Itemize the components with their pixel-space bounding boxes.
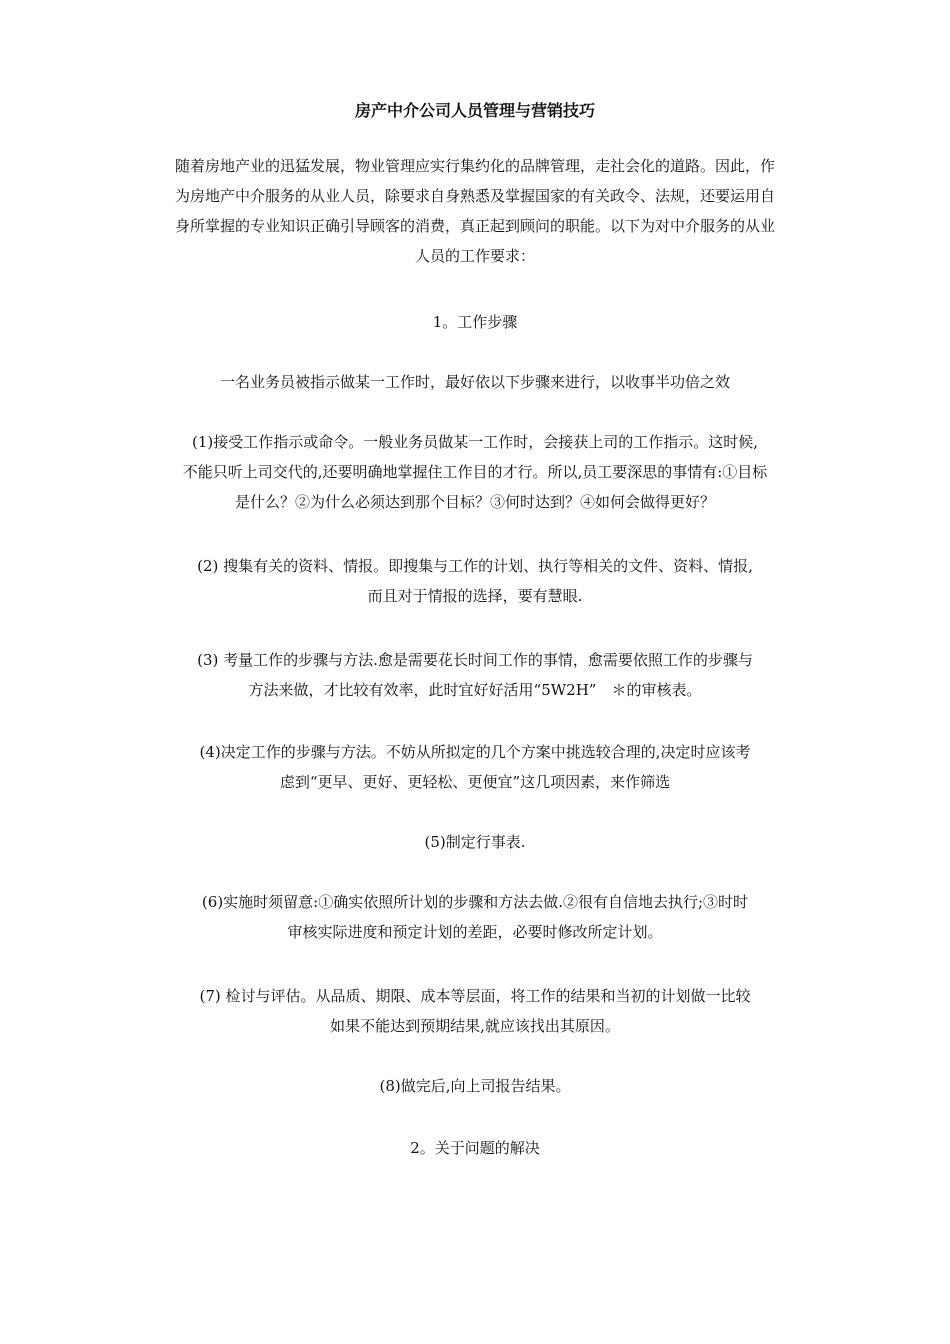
intro-paragraph: [140, 151, 810, 271]
intro-line: 身所掌握的专业知识正确引导顾客的消费，真正起到顾问的职能。以下为对中介服务的从业: [174, 217, 775, 235]
step-line: 虑到“更早、更好、更轻松、更便宜”这几项因素，来作筛选: [279, 773, 671, 791]
step-line: (4)决定工作的步骤与方法。不妨从所拟定的几个方案中挑选较合理的,决定时应该考: [199, 743, 751, 761]
step-line: (3) 考量工作的步骤与方法.愈是需要花长时间工作的事情，愈需要依照工作的步骤与: [197, 651, 753, 669]
step-line: (7) 检讨与评估。从品质、期限、成本等层面，将工作的结果和当初的计划做一比较: [199, 987, 751, 1005]
step-4-paragraph: [140, 737, 810, 797]
step-8-paragraph: [140, 1071, 810, 1101]
step-line: (6)实施时须留意:①确实依照所计划的步骤和方法去做.②很有自信地去执行;③时时: [201, 893, 749, 911]
section-heading-work-steps: 1。工作步骤: [432, 313, 518, 331]
step-line: 而且对于情报的选择，要有慧眼.: [367, 587, 583, 605]
step-6-paragraph: [140, 887, 810, 947]
step-line: 不能只听上司交代的,还要明确地掌握住工作目的才行。所以,员工要深思的事情有:①目标: [182, 463, 768, 481]
step-2-paragraph: [140, 551, 810, 611]
intro-line: 随着房地产业的迅猛发展，物业管理应实行集约化的品牌管理，走社会化的道路。因此，作: [174, 157, 775, 175]
step-line: 审核实际进度和预定计划的差距，必要时修改所定计划。: [287, 923, 663, 941]
step-1-paragraph: [140, 427, 810, 517]
intro-line: 人员的工作要求：: [414, 247, 535, 265]
step-line: 方法来做，才比较有效率，此时宜好好活用“5W2H” ＊的审核表。: [248, 681, 702, 699]
step-line: 如果不能达到预期结果,就应该找出其原因。: [330, 1017, 620, 1035]
step-7-paragraph: [140, 981, 810, 1041]
document-title: 房产中介公司人员管理与营销技巧: [354, 101, 595, 120]
section-lead-paragraph: 一名业务员被指示做某一工作时，最好依以下步骤来进行，以收事半功倍之效: [219, 373, 730, 391]
step-line: (8)做完后,向上司报告结果。: [379, 1077, 571, 1095]
intro-line: 为房地产中介服务的从业人员，除要求自身熟悉及掌握国家的有关政令、法规，还要运用自: [174, 187, 775, 205]
step-line: (5)制定行事表.: [424, 833, 526, 851]
step-3-paragraph: [140, 645, 810, 705]
step-line: 是什么？②为什么必须达到那个目标？③何时达到？④如何会做得更好？: [234, 493, 715, 511]
step-line: (2) 搜集有关的资料、情报。即搜集与工作的计划、执行等相关的文件、资料、情报,: [197, 557, 753, 575]
step-line: (1)接受工作指示或命令。一般业务员做某一工作时，会接获上司的工作指示。这时候,: [191, 433, 759, 451]
section-heading-problem-solving: 2。关于问题的解决: [410, 1139, 540, 1157]
step-5-paragraph: [140, 827, 810, 857]
